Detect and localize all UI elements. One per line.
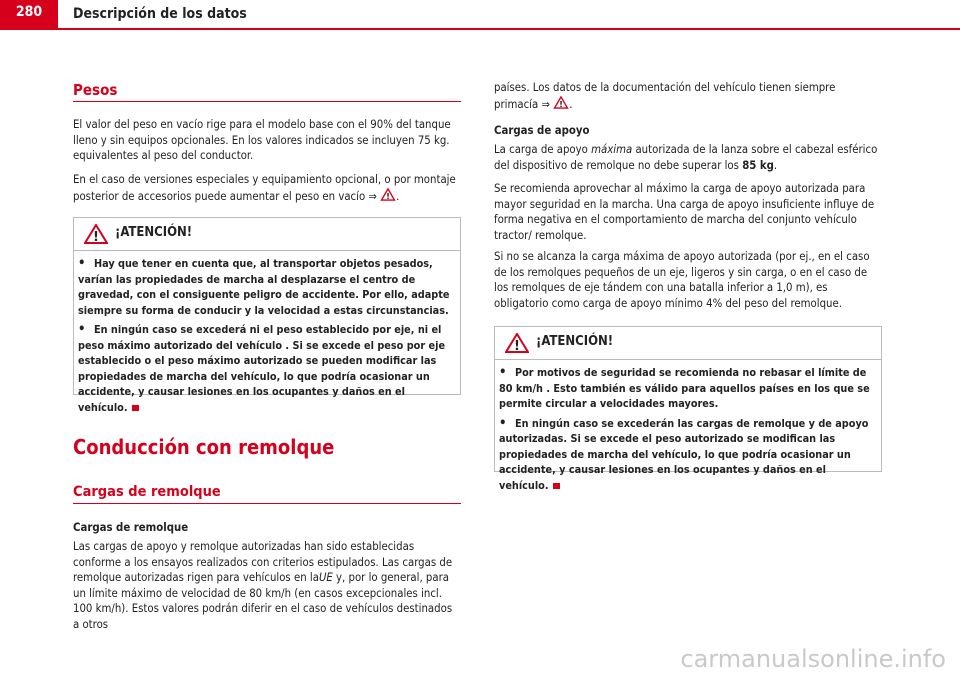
warning-body	[74, 251, 460, 415]
continued-end: .	[569, 97, 573, 111]
apoyo-paragraph-1	[494, 142, 882, 173]
cargas-ue: UE	[318, 571, 333, 584]
page-header-title: Descripción de los datos	[73, 6, 247, 22]
end-mark-icon	[553, 483, 560, 489]
end-mark-icon	[132, 405, 139, 411]
warning-triangle-icon[interactable]	[380, 188, 396, 201]
apoyo-subheading: Cargas de apoyo	[494, 124, 590, 137]
sub-heading: Cargas de remolque	[73, 484, 221, 500]
warning-item-text: Hay que tener en cuenta que, al transportar objetos pesados, varían las propiedades de marcha al desplazarse el centro de gravedad, con el consiguente peligro de accidente. Por ello, adapte siempre su forma de conducir y la velocidad a estas circunstancias.	[78, 257, 450, 317]
warning-header	[495, 327, 881, 360]
pesos-paragraph-2	[73, 172, 461, 204]
pesos-paragraph-2-text: En el caso de versiones especiales y equipamiento opcional, o por montaje posterior de accesorios puede aumentar el peso en vacío ⇒	[73, 173, 456, 203]
bullet-icon: •	[78, 256, 86, 271]
cargas-subheading: Cargas de remolque	[73, 521, 189, 534]
page-number: 280	[0, 0, 58, 30]
apoyo-paragraph-3: Si no se alcanza la carga máxima de apoyo autorizada (por ej., en el caso de los remolques pequeños de un eje, ligeros y sin carga, o en el caso de los remolques de eje tándem con una batalla inferior a 1,0 m), es obligatorio como carga de apoyo mínimo 4% del peso del remolque.	[494, 250, 870, 310]
cargas-text-2: y, por lo general, para un límite máximo de velocidad de 80 km/h (en casos excepcionales incl. 100 km/h). Estos valores podrán diferir en el caso de vehículos destinados a otros	[73, 571, 453, 631]
apoyo-text-2: autorizada de la lanza sobre el cabezal esférico del dispositivo de remolque no debe superar los	[494, 143, 878, 172]
bullet-icon: •	[499, 415, 507, 431]
watermark: carmanualsonline.info	[680, 645, 946, 673]
apoyo-paragraph-2: Se recomienda aprovechar al máximo la carga de apoyo autorizada para mayor seguridad en la marcha. Una carga de apoyo insuficiente influye de forma negativa en el comportamiento de marcha del conjunto vehículo tractor/ remolque.	[494, 182, 875, 242]
continued-paragraph	[494, 80, 882, 112]
warning-item	[78, 322, 456, 415]
section-heading-pesos: Pesos	[73, 81, 118, 99]
section-rule	[73, 101, 461, 102]
warning-item-text: En ningún caso se excederá ni el peso establecido por eje, ni el peso máximo autorizado del vehículo . Si se excede el peso por eje establecido o el peso máximo autorizado se pueden modificar las propiedades de marcha del vehículo, lo que podría ocasionar un accidente, y causar lesiones en los ocupantes y daños en el vehículo.	[78, 323, 446, 414]
apoyo-text-1: La carga de apoyo	[494, 143, 592, 156]
main-heading: Conducción con remolque	[73, 435, 335, 459]
svg-text:!: !	[514, 339, 520, 353]
svg-text:!: !	[386, 190, 391, 201]
header-rule	[58, 28, 960, 30]
apoyo-text-3: .	[773, 158, 778, 172]
warning-item-text: Por motivos de seguridad se recomienda no rebasar el límite de 80 km/h . Esto también es válido para aquellos países en los que se permite circular a velocidades mayores.	[499, 366, 870, 410]
pesos-paragraph-2-end: .	[396, 189, 400, 203]
continued-text: países. Los datos de la documentación del vehículo tienen siempre primacía ⇒	[494, 81, 836, 111]
warning-item-text: En ningún caso se excederán las cargas de remolque y de apoyo autorizadas. Si se excede el peso autorizado se modifican las propiedades de marcha del vehículo, lo que podría ocasionar un accidente, y causar lesiones en los ocupantes y daños en el vehículo.	[499, 416, 869, 492]
apoyo-emphasis: máxima	[591, 143, 633, 156]
pesos-paragraph-1: El valor del peso en vacío rige para el modelo base con el 90% del tanque lleno y sin equipos opcionales. En los valores indicados se incluyen 75 kg. equivalentes al peso del conductor.	[73, 118, 451, 162]
warning-triangle-icon	[505, 333, 529, 353]
warning-box	[73, 217, 461, 414]
cargas-paragraph	[73, 539, 461, 632]
warning-item	[78, 256, 456, 318]
cargas-text-1: Las cargas de apoyo y remolque autorizadas han sido establecidas conforme a los ensayos realizados con criterios estipulados. Las cargas de remolque autorizadas rigen para vehículos en la	[73, 540, 453, 584]
bullet-icon: •	[78, 322, 86, 337]
warning-header	[74, 218, 460, 251]
warning-triangle-icon[interactable]	[553, 96, 569, 109]
warning-body	[495, 360, 881, 493]
warning-title: ¡ATENCIÓN!	[536, 334, 614, 349]
section-rule	[73, 503, 461, 504]
svg-text:!: !	[559, 98, 564, 109]
warning-title: ¡ATENCIÓN!	[115, 225, 193, 240]
bullet-icon: •	[499, 365, 507, 380]
warning-item	[499, 365, 877, 412]
apoyo-value: 85 kg	[742, 158, 774, 172]
warning-box	[494, 326, 882, 492]
warning-item	[499, 416, 877, 494]
svg-text:!: !	[93, 230, 99, 244]
warning-triangle-icon	[84, 224, 108, 244]
